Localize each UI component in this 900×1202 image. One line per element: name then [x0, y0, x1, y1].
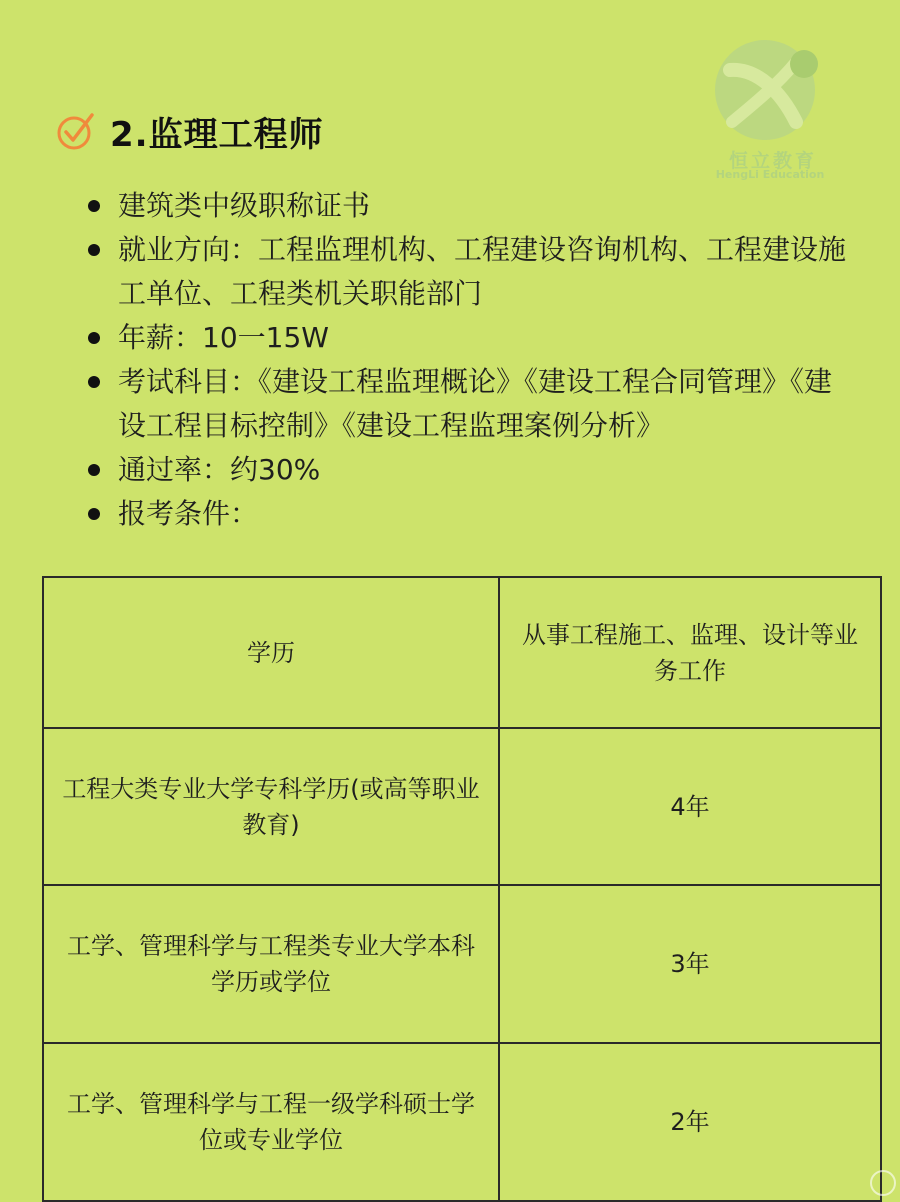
table-header-row: [43, 577, 881, 728]
bullet-dot-icon: [88, 200, 100, 212]
bullet-dot-icon: [88, 464, 100, 476]
table-cell-years: 3年: [499, 885, 881, 1043]
bullet-dot-icon: [88, 332, 100, 344]
list-item-text: 建筑类中级职称证书: [118, 189, 371, 222]
check-circle-icon: [56, 111, 96, 151]
brand-logo: [708, 38, 832, 188]
list-item: [84, 492, 854, 536]
bullet-dot-icon: [88, 244, 100, 256]
list-item: [84, 448, 854, 492]
table-cell-education: 工程大类专业大学专科学历(或高等职业教育): [43, 728, 499, 885]
logo-text-cn: 恒立教育: [728, 150, 817, 172]
list-item: [84, 184, 854, 228]
list-item: [84, 228, 854, 316]
bullet-dot-icon: [88, 508, 100, 520]
list-item-text: 年薪：10一15W: [118, 321, 329, 354]
table-cell-education: 工学、管理科学与工程类专业大学本科学历或学位: [43, 885, 499, 1043]
page-title: 2.监理工程师: [110, 114, 324, 155]
requirements-table: [42, 576, 882, 1202]
logo-mark-icon: [708, 38, 832, 148]
list-item-text: 考试科目：《建设工程监理概论》《建设工程合同管理》《建设工程目标控制》《建设工程监理案例分析》: [118, 365, 833, 442]
table-cell-education: 工学、管理科学与工程一级学科硕士学位或专业学位: [43, 1043, 499, 1201]
logo-text-en: HengLi Education: [715, 168, 825, 181]
table-row: [43, 885, 881, 1043]
list-item-text: 通过率：约30%: [118, 453, 321, 486]
table-cell-years: 2年: [499, 1043, 881, 1201]
info-list: [84, 184, 854, 536]
bullet-dot-icon: [88, 376, 100, 388]
section-heading: [56, 104, 324, 158]
list-item-text: 报考条件：: [118, 497, 259, 530]
list-item-text: 就业方向：工程监理机构、工程建设咨询机构、工程建设施工单位、工程类机关职能部门: [118, 233, 847, 310]
corner-watermark-icon: [870, 1170, 896, 1196]
table-cell-years: 4年: [499, 728, 881, 885]
list-item: [84, 360, 854, 448]
table-header-cell: 从事工程施工、监理、设计等业务工作: [499, 577, 881, 728]
requirements-table-wrapper: [42, 576, 882, 1202]
table-header-cell: 学历: [43, 577, 499, 728]
table-row: [43, 1043, 881, 1201]
list-item: [84, 316, 854, 360]
table-row: [43, 728, 881, 885]
